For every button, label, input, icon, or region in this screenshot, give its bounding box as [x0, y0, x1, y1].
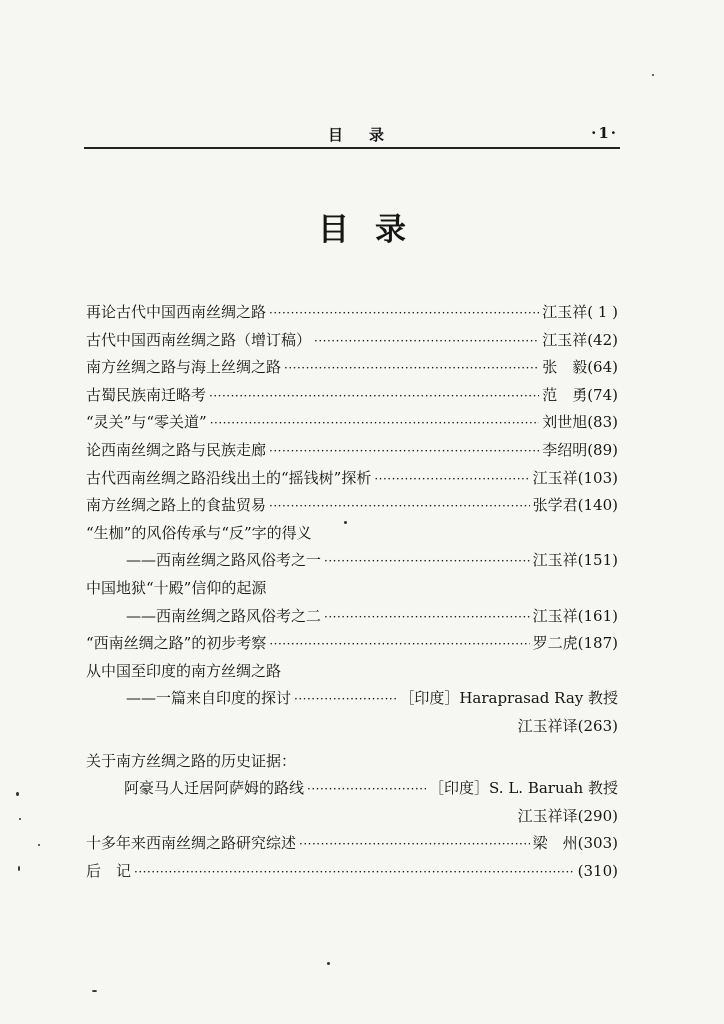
entry-title: 中国地狱“十殿”信仰的起源	[86, 578, 267, 597]
toc-entry-title-line	[86, 575, 618, 603]
entry-author: 李绍明	[542, 440, 588, 459]
toc-entry	[86, 492, 618, 520]
entry-page: (310)	[577, 861, 618, 880]
entry-title: 论西南丝绸之路与民族走廊	[86, 440, 267, 459]
toc-entry	[86, 327, 618, 355]
page-number: ·1·	[591, 124, 618, 142]
running-head-title: 目录	[328, 126, 411, 144]
entry-title: 后 记	[86, 861, 132, 880]
entry-title: “西南丝绸之路”的初步考察	[86, 634, 267, 653]
entry-author: ［印度］S. L. Baruah 教授	[429, 779, 618, 798]
entry-title: 古代中国西南丝绸之路（增订稿）	[86, 330, 312, 349]
leader-dots	[374, 466, 529, 494]
toc-entry-subtitle-line	[86, 547, 618, 575]
leader-dots	[324, 604, 530, 632]
toc-entry	[86, 465, 618, 493]
entry-author: 梁 州	[532, 834, 578, 853]
entry-page: (151)	[577, 551, 618, 570]
entry-title: “生枷”的风俗传承与“反”字的得义	[86, 523, 312, 542]
header-rule	[84, 147, 620, 149]
entry-title: “灵关”与“零关道”	[86, 413, 207, 432]
entry-title: 再论古代中国西南丝绸之路	[86, 303, 267, 321]
entry-author: 刘世旭	[542, 413, 588, 432]
entry-page: (42)	[587, 330, 618, 349]
leader-dots	[299, 831, 530, 859]
leader-dots	[269, 493, 530, 521]
leader-dots	[209, 383, 539, 411]
entry-page: (74)	[587, 385, 618, 404]
entry-page: (83)	[587, 413, 618, 432]
table-of-contents	[86, 299, 618, 885]
entry-author: 江玉祥	[542, 303, 588, 321]
leader-dots	[314, 328, 539, 356]
toc-entry-subtitle-line	[86, 685, 618, 713]
entry-author: 范 勇	[542, 385, 588, 404]
entry-translator: 江玉祥译	[517, 716, 578, 735]
entry-author: 江玉祥	[542, 330, 588, 349]
toc-entry-subtitle-line	[86, 603, 618, 631]
entry-page: (303)	[577, 834, 618, 853]
toc-entry	[86, 830, 618, 858]
leader-dots	[294, 686, 396, 714]
toc-entry	[86, 299, 618, 327]
entry-page: (140)	[577, 496, 618, 515]
entry-page: (161)	[577, 606, 618, 625]
toc-entry-title-line	[86, 748, 618, 776]
toc-entry-subtitle-line	[86, 775, 618, 803]
entry-subtitle: ——西南丝绸之路风俗考之二	[126, 606, 322, 625]
entry-author: 张 毅	[542, 358, 588, 377]
entry-subtitle: ——西南丝绸之路风俗考之一	[126, 551, 322, 570]
leader-dots	[307, 776, 426, 804]
toc-entry	[86, 858, 618, 886]
entry-title: 南方丝绸之路与海上丝绸之路	[86, 358, 282, 377]
entry-author: 江玉祥	[532, 468, 578, 487]
leader-dots	[284, 355, 539, 383]
entry-author: 江玉祥	[532, 606, 578, 625]
toc-entry-title-line	[86, 520, 618, 548]
entry-page: (89)	[587, 440, 618, 459]
leader-dots	[210, 410, 540, 438]
entry-translator: 江玉祥译	[517, 806, 578, 825]
entry-page: (263)	[577, 716, 618, 735]
entry-author: 江玉祥	[532, 551, 578, 570]
entry-subtitle: 阿豪马人迁居阿萨姆的路线	[124, 779, 305, 798]
leader-dots	[269, 631, 529, 659]
entry-page: ( 1 )	[587, 303, 618, 321]
entry-title: 十多年来西南丝绸之路研究综述	[86, 834, 297, 853]
entry-author: 张学君	[532, 496, 578, 515]
toc-entry-translator-line	[86, 713, 618, 741]
toc-title: 目录	[318, 212, 432, 248]
toc-entry	[86, 382, 618, 410]
entry-title: 古蜀民族南迁略考	[86, 385, 207, 404]
entry-author: 罗二虎	[532, 634, 578, 653]
leader-dots	[134, 859, 575, 887]
leader-dots	[269, 300, 539, 328]
leader-dots	[269, 438, 539, 466]
entry-page: (103)	[577, 468, 618, 487]
toc-entry	[86, 630, 618, 658]
entry-page: (64)	[587, 358, 618, 377]
toc-entry-translator-line	[86, 803, 618, 831]
entry-title: 古代西南丝绸之路沿线出土的“摇钱树”探析	[86, 468, 372, 487]
leader-dots	[324, 548, 530, 576]
entry-page: (187)	[577, 634, 618, 653]
entry-page: (290)	[577, 806, 618, 825]
running-head	[86, 124, 620, 148]
toc-entry	[86, 354, 618, 382]
entry-subtitle: ——一篇来自印度的探讨	[126, 689, 292, 708]
entry-title: 从中国至印度的南方丝绸之路	[86, 661, 282, 680]
entry-title: 关于南方丝绸之路的历史证据：	[86, 751, 297, 770]
entry-author: ［印度］Haraprasad Ray 教授	[399, 689, 618, 708]
toc-entry-title-line	[86, 658, 618, 686]
toc-entry	[86, 409, 618, 437]
toc-entry	[86, 437, 618, 465]
entry-title: 南方丝绸之路上的食盐贸易	[86, 496, 267, 515]
